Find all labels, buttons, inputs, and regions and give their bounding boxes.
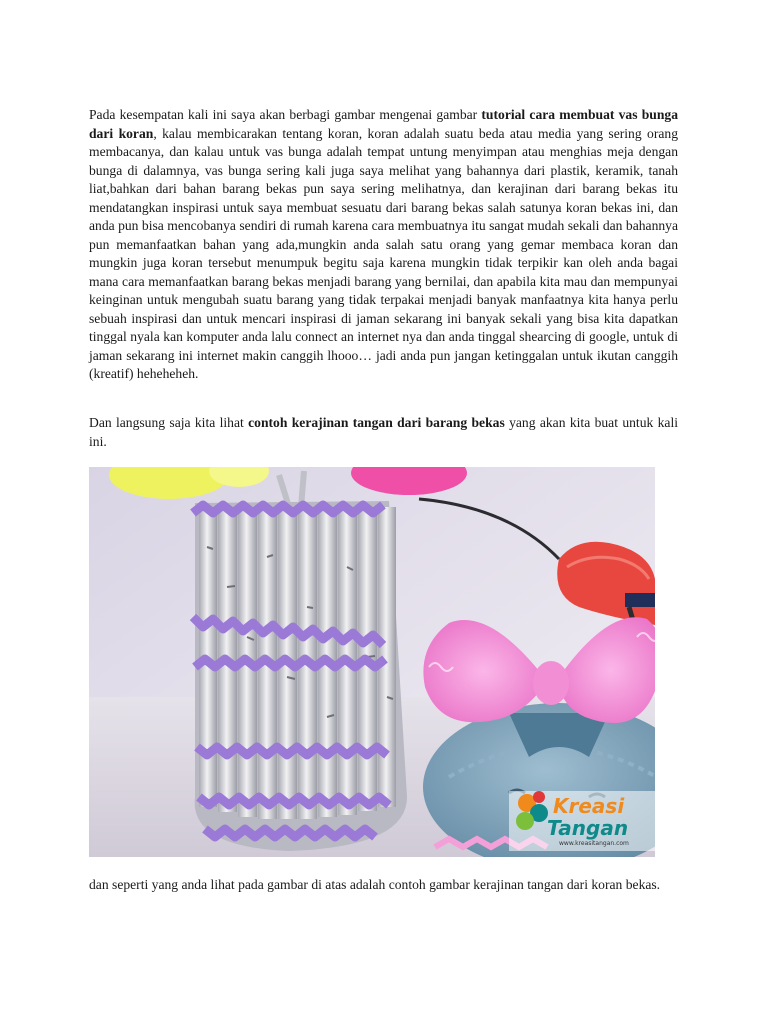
intro-text-start: Pada kesempatan kali ini saya akan berbagi gambar mengenai gambar: [89, 107, 482, 122]
paragraph-intro: [89, 106, 678, 384]
lead-in-text-rest: yang akan kita buat untuk kali ini.: [89, 415, 679, 449]
closing-text: dan seperti yang anda lihat pada gambar di atas adalah contoh gambar kerajinan tangan dari koran bekas.: [89, 877, 661, 892]
intro-text-rest: , kalau membicarakan tentang koran, koran adalah suatu beda atau media yang sering orang membacanya, dan kalau untuk vas bunga adalah tempat untung menyimpan atau menghias meja dengan bunga di dalamnya, vas bunga sering kali juga saya melihat yang bahannya dari plastik, keramik, tanah liat,bahkan dari bahan barang bekas pun saya sering melihatnya, dan kerajinan dari barang bekas itu mendatangkan inspirasi untuk saya membuat sesuatu dari barang bekas salah satunya koran bekas ini, dan anda pun bisa mencobanya sendiri di rumah karena cara membuatnya itu sangat mudah sekali dan bahannya pun memanfaatkan bahan yang ada,mungkin anda salah satu orang yang gemar membaca koran dan mungkin juga koran tersebut menumpuk begitu saja karena mungkin tidak terpikir kan oleh anda bagai mana cara memanfaatkan barang bekas menjadi barang yang bernilai, dan apabila kita mau dan mempunyai keinginan untuk mengubah suatu barang yang tidak terpakai menjadi banyak manfaatnya kita hanya perlu sebuah inspirasi dan untuk mencari inspirasi di jaman sekarang ini banyak sekali yang bisa kita dapatkan tinggal nyala kan komputer anda lalu connect an internet nya dan anda tinggal shearcing di google, untuk di jaman sekarang ini internet makin canggih lhooo… jadi anda pun jangan ketinggalan untuk ikutan canggih (kreatif) heheheheh.: [89, 125, 678, 381]
lead-in-bold-phrase: contoh kerajinan tangan dari barang bekas: [248, 415, 505, 430]
kreasi-tangan-logo: [509, 791, 655, 851]
lead-in-text-start: Dan langsung saja kita lihat: [89, 415, 249, 430]
paragraph-closing: [89, 876, 678, 895]
logo-word-tangan: Tangan: [547, 816, 629, 840]
logo-word-kreasi: Kreasi: [553, 794, 625, 818]
newspaper-vase: [193, 501, 407, 851]
newspaper-vase-photo: [89, 467, 655, 857]
paragraph-lead-in: [89, 414, 678, 451]
logo-url: www.kreasitangan.com: [559, 840, 629, 847]
intro-bold-phrase: tutorial cara membuat vas bunga dari koran: [89, 107, 678, 141]
